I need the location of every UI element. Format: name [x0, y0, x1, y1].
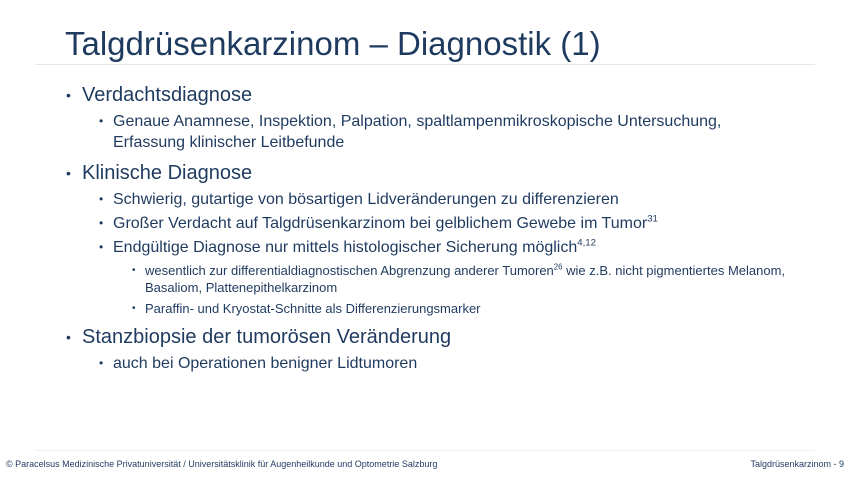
bullet-text: Schwierig, gutartige von bösartigen Lidveränderungen zu differenzieren [113, 191, 619, 208]
footer-copyright: © Paracelsus Medizinische Privatuniversität / Universitätsklinik für Augenheilkunde und Optometrie Salzburg [6, 459, 438, 469]
bullet-text: Verdachtsdiagnose [82, 84, 253, 106]
bullet-text: Genaue Anamnese, Inspektion, Palpation, spaltlampenmikroskopische Untersuchung, Erfassung klinischer Leitbefunde [113, 113, 722, 151]
citation: 31 [647, 213, 658, 225]
sub-sub-bullet [132, 300, 850, 317]
bullet-text: Paraffin- und Kryostat-Schnitte als Differenzierungsmarker [145, 301, 481, 316]
slide-title: Talgdrüsenkarzinom – Diagnostik (1) [65, 25, 601, 62]
bullet-text: Klinische Diagnose [82, 162, 253, 184]
bullet-text: auch bei Operationen benigner Lidtumoren [113, 355, 418, 372]
bullet-dot-icon: • [99, 240, 104, 254]
bullet-dot-icon: • [132, 303, 136, 314]
citation: 4,12 [577, 237, 596, 249]
sub-bullet [99, 189, 850, 210]
bullet-dot-icon: • [66, 87, 71, 103]
bullet-dot-icon: • [99, 216, 104, 230]
bullet-stanzbiopsie [66, 324, 850, 350]
sub-sub-bullet [132, 262, 850, 296]
bullet-text: Endgültige Diagnose nur mittels histologischer Sicherung möglich [113, 239, 578, 256]
sub-bullet [99, 213, 850, 234]
bullet-dot-icon: • [66, 329, 71, 345]
bullet-dot-icon: • [132, 265, 136, 276]
title-divider [35, 64, 815, 65]
sub-bullet [99, 353, 850, 374]
citation: 26 [553, 262, 563, 272]
bullet-text-continued: wie z.B. nicht pigmentiertes Melanom, Basaliom, Plattenepithelkarzinom [145, 263, 786, 295]
sub-bullet [99, 111, 850, 153]
bullet-verdachtsdiagnose [66, 82, 850, 108]
bullet-dot-icon: • [99, 356, 104, 370]
bullet-text: wesentlich zur differentialdiagnostischen Abgrenzung anderer Tumoren [145, 263, 554, 278]
bullet-dot-icon: • [66, 165, 71, 181]
bullet-dot-icon: • [99, 192, 104, 206]
footer-page-label: Talgdrüsenkarzinom - 9 [750, 459, 844, 469]
bullet-klinische-diagnose [66, 160, 850, 186]
bullet-text: Stanzbiopsie der tumorösen Veränderung [82, 326, 452, 348]
bullet-text: Großer Verdacht auf Talgdrüsenkarzinom bei gelblichem Gewebe im Tumor [113, 215, 648, 232]
footer-divider [35, 450, 815, 451]
bullet-dot-icon: • [99, 114, 104, 128]
sub-bullet [99, 237, 850, 258]
slide-content [0, 82, 850, 374]
